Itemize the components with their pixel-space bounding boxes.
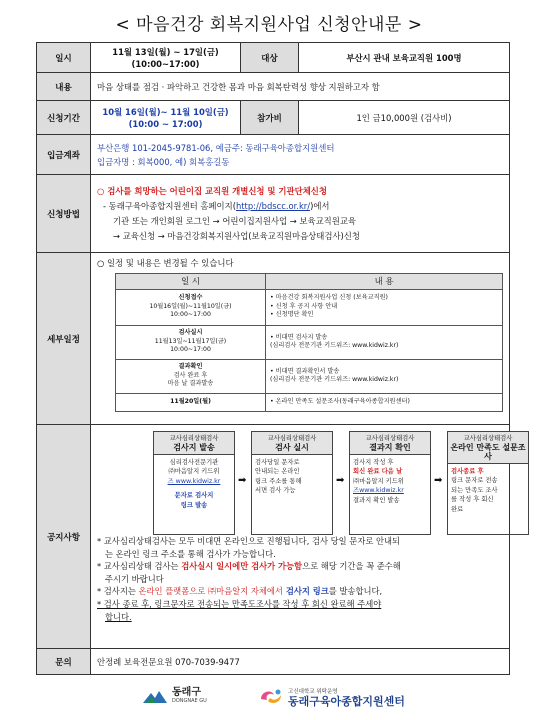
schedule-col-content: 내 용 [266,274,503,290]
period-line1: 10월 16일(월)~ 11월 10일(금) [102,106,229,117]
schedule-detail: • 비대면 결과확인서 발송 [270,367,340,375]
account-line1: 부산은행 101-2045-9781-06, 예금주: 동래구육아종합지원센터 [97,142,335,153]
note-line: 합니다. [105,611,132,622]
content-header: 내용 [37,73,91,101]
logo1-sub: DONGNAE GU [172,698,207,704]
flow-step-top: 교사심리상태검사 [365,435,415,442]
schedule-detail: • 마음건강 회복지원사업 신청 (보육교직원) [270,294,388,302]
method-cell [91,175,510,253]
flow-step-result [349,431,431,535]
schedule-col-date: 일 시 [116,274,266,290]
flow-step-send [153,431,235,535]
notice-notes [91,535,509,626]
process-flow [91,425,526,535]
schedule-detail: (심리검사 전문기관 키드위즈: www.kidwiz.kr) [270,342,399,350]
schedule-date: 검사 완료 후 [173,371,208,379]
note-line: 주시기 바랍니다 [105,573,164,584]
target-header: 대상 [241,43,299,73]
schedule-detail: • 온라인 만족도 설문조사(동래구육아종합지원센터) [270,397,410,405]
footer [0,686,538,714]
notice-cell [91,425,526,649]
arrow-right-icon: ➡ [336,475,345,486]
note-emphasis: 온라인 플랫폼으로 ㈜마음알지 자체에서 [138,586,283,597]
arrow-right-icon: ➡ [434,475,443,486]
schedule-step: 신청접수 [178,294,203,302]
homepage-link[interactable]: http://bdscc.or.kr/ [235,200,311,211]
schedule-detail: • 신청 후 공지 사항 안내 [270,302,338,310]
flow-step-title: 온라인 만족도 설문조사 [450,443,526,461]
contact-header: 문의 [37,649,91,675]
schedule-note: ○ 일정 및 내용은 변경될 수 있습니다 [97,258,234,268]
schedule-time: 10:00~17:00 [170,346,211,354]
target-cell: 부산시 관내 보육교직원 100명 [299,43,510,73]
logo1-text: 동래구 [172,687,201,698]
note-emphasis: 검사실시 일시에만 검사가 가능함 [181,561,303,572]
account-line2: 입금자명 : 회복000, 예) 회복홍길동 [97,156,230,167]
flow-step-text: 를 작성 후 회신 [451,496,494,504]
method-line4: → 교육신청 → 마음건강회복지원사업(보육교직원마음상태검사)신청 [113,230,360,241]
fee-header: 참가비 [241,101,299,135]
flow-step-title: 검사지 발송 [173,443,215,452]
schedule-cell [91,253,510,425]
flow-step-top: 교사심리상태검사 [169,435,219,442]
note-line [97,560,503,573]
logo2-top: 고신대학교 위탁운영 [288,689,338,695]
flow-step-title: 검사 실시 [275,443,309,452]
logo2-text: 동래구육아종합지원센터 [288,695,405,708]
method-line3: 기관 또는 개인회원 로그인 → 어린이집지원사업 → 보육교직원교육 [113,215,357,226]
schedule-step: 11월20일(월) [170,397,211,405]
flow-step-text: 링크 문자로 전송 [451,477,498,485]
flow-step-text: 결과지 확인 발송 [353,496,400,504]
note-line: * 검사 종료 후, 링크문자로 전송되는 만족도조사를 작성 후 회신 완료해 주세야 [97,598,382,609]
schedule-table [115,273,503,412]
schedule-row [116,359,503,393]
page-title: < 마음건강 회복지원사업 신청안내문 > [115,15,423,35]
flow-step-text: 검사종료 후 [451,468,484,475]
arrow-right-icon: ➡ [238,475,247,486]
flow-step-text: 링크 주소를 통해 [255,477,302,485]
schedule-step: 결과확인 [178,363,203,371]
flow-step-text: 검사당일 문자로 [255,459,300,466]
mountain-icon [142,689,168,705]
note-text: 으로 해당 기간을 꼭 준수해 [302,561,401,572]
flow-step-text: 검사지 작성 후 [353,459,394,466]
schedule-detail: • 비대면 검사지 발송 [270,333,328,341]
flow-step-text: 완료 [451,505,464,513]
flow-step-text: ㈜마음알지 키드위 [353,477,404,485]
flow-step-text: 되는 만족도 조사 [451,486,498,494]
schedule-date: 11월13일~11월17일(금) [154,337,227,345]
schedule-time: 10:00~17:00 [170,311,211,319]
note-line [97,585,503,598]
note-line: 는 온라인 링크 주소를 통해 검사가 가능합니다. [105,548,276,559]
kidwiz-link[interactable]: 즈 www.kidwiz.kr [167,477,221,485]
schedule-row [116,325,503,359]
period-header: 신청기간 [37,101,91,135]
account-cell [91,135,510,175]
flow-step-text: 서면 검사 가능 [255,487,296,495]
method-line2a: - 동래구육아종합지원센터 홈페이지( [103,200,236,211]
note-line: * 교사심리상태검사는 모두 비대면 온라인으로 진행됩니다, 검사 당일 문자로 안내되 [97,536,401,546]
method-line1: ○ 검사를 희망하는 어린이집 교직원 개별신청 및 기관단체신청 [97,185,327,196]
flow-step-text: 링크 발송 [180,501,208,509]
schedule-row [116,289,503,325]
center-logo [258,687,405,707]
fee-cell: 1인 금10,000원 (검사비) [299,101,510,135]
date-cell [91,43,241,73]
schedule-step: 검사실시 [178,329,203,337]
swirl-icon [258,687,284,707]
schedule-date: 10월16일(월)~11월10일(금) [149,302,232,310]
period-cell [91,101,241,135]
flow-step-survey [447,431,529,535]
date-header: 일시 [37,43,91,73]
method-line2b: )에서 [310,200,330,211]
info-table [36,42,526,675]
content-cell: 마음 상태를 점검 · 파악하고 건강한 몸과 마음 회복탄력성 향상 지원하고자 함 [91,73,510,101]
note-text: * 검사지는 [97,586,139,597]
flow-step-test [251,431,333,535]
date-line1: 11월 13일(월) ~ 17일(금) [112,46,219,57]
kidwiz-link[interactable]: 즈www.kidwiz.kr [353,487,404,495]
flow-step-title: 결과지 확인 [369,443,411,452]
note-text: * 교사심리상태 검사는 [97,561,182,572]
period-line2: (10:00 ~ 17:00) [128,118,203,129]
method-header: 신청방법 [37,175,91,253]
flow-step-text: 회신 완료 다음 날 [353,468,403,476]
dongnae-gu-logo [142,688,207,706]
flow-step-text: 문자로 검사지 [174,492,214,500]
flow-step-text: 심리검사전문기관 [169,459,219,466]
account-header: 입금계좌 [37,135,91,175]
notice-header: 공지사항 [37,425,91,649]
schedule-detail: (심리검사 전문기관 키드위즈: www.kidwiz.kr) [270,376,399,384]
schedule-header: 세부일정 [37,253,91,425]
flow-step-text: 안내되는 온라인 [255,468,300,476]
flow-step-top: 교사심리상태검사 [463,435,513,442]
note-emphasis: 검사지 링크 [282,586,329,597]
flow-step-text: ㈜마음알지 키드위 [168,468,220,476]
method-line2 [97,199,503,214]
schedule-time: 마음 날 결과발송 [167,380,214,388]
note-text: 를 발송합니다, [328,586,383,597]
contact-cell: 안정례 보육전문요원 070-7039-9477 [91,649,510,675]
date-line2: (10:00~17:00) [131,58,200,69]
flow-step-top: 교사심리상태검사 [267,435,317,442]
schedule-row [116,393,503,411]
schedule-detail: • 신청명단 확인 [270,311,314,319]
